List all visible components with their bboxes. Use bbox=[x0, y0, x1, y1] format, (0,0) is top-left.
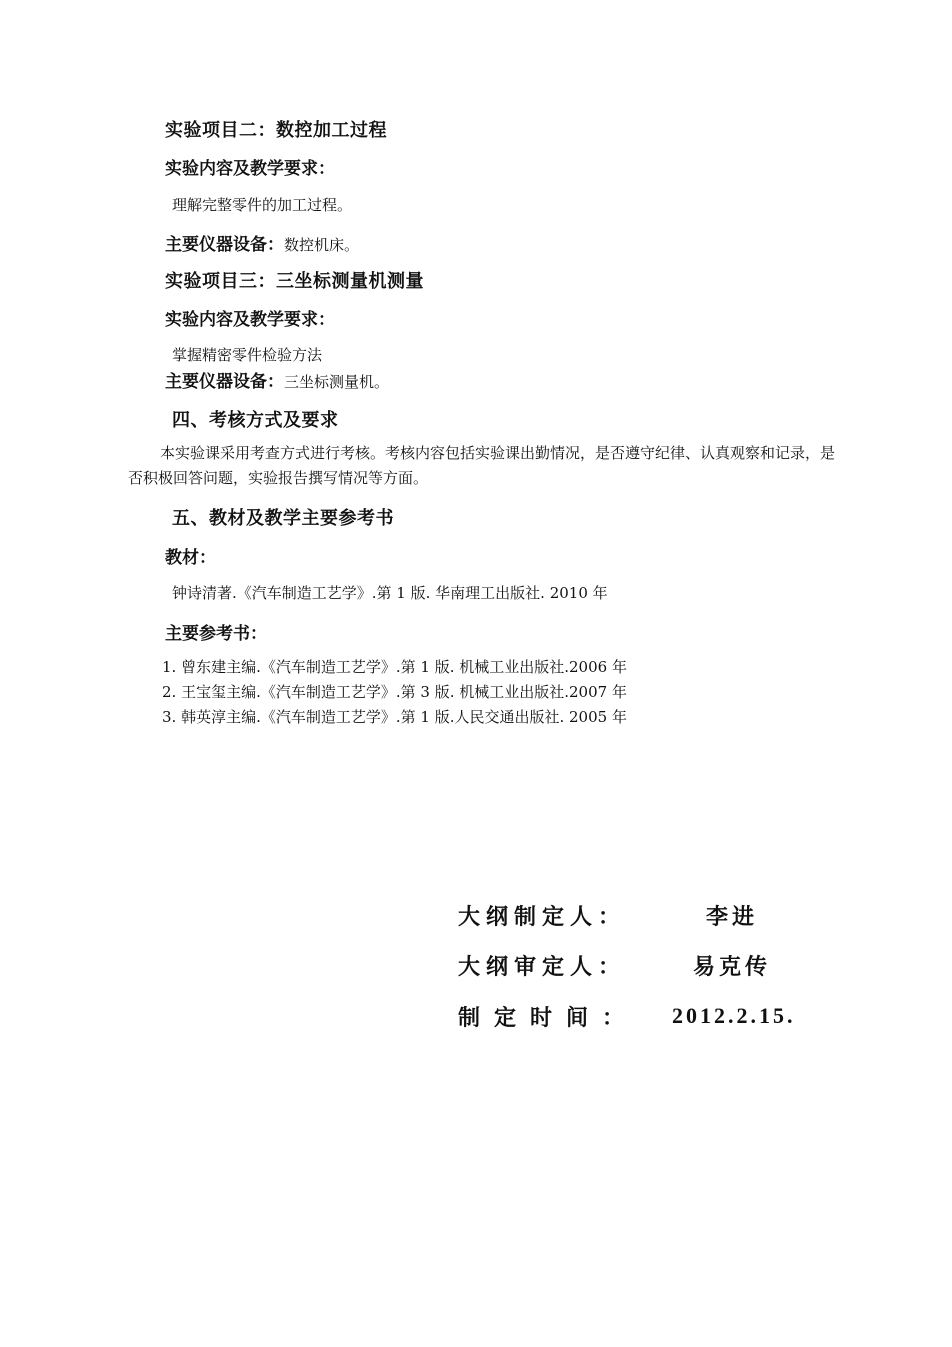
section4-heading: 四、考核方式及要求 bbox=[172, 410, 339, 431]
exp2-equipment bbox=[165, 230, 359, 255]
date-value: 2012.2.15. bbox=[672, 1003, 796, 1028]
exp3-equip-value: 三坐标测量机。 bbox=[284, 373, 390, 391]
reviewer-label: 大纲审定人： bbox=[458, 955, 627, 980]
exp2-content-text: 理解完整零件的加工过程。 bbox=[172, 196, 353, 214]
ref-item: 3. 韩英淳主编.《汽车制造工艺学》.第 1 版.人民交通出版社. 2005 年 bbox=[162, 708, 627, 726]
section5-heading: 五、教材及教学主要参考书 bbox=[172, 508, 394, 529]
ref-item: 2. 王宝玺主编.《汽车制造工艺学》.第 3 版. 机械工业出版社.2007 年 bbox=[162, 683, 627, 701]
reviewer-name: 易克传 bbox=[693, 955, 772, 980]
exp3-equip-label: 主要仪器设备： bbox=[165, 372, 284, 392]
exp3-equipment bbox=[165, 367, 389, 392]
exp2-equip-value: 数控机床。 bbox=[284, 236, 360, 254]
exp3-content-label: 实验内容及教学要求： bbox=[165, 310, 335, 330]
exp2-title: 实验项目二：数控加工过程 bbox=[165, 120, 387, 141]
exp3-title: 实验项目三：三坐标测量机测量 bbox=[165, 271, 424, 292]
exp2-content-label: 实验内容及教学要求： bbox=[165, 159, 335, 179]
textbook-label: 教材： bbox=[165, 548, 216, 568]
exp2-equip-label: 主要仪器设备： bbox=[165, 235, 284, 255]
date-label: 制定时间： bbox=[458, 1006, 639, 1031]
ref-item: 1. 曾东建主编.《汽车制造工艺学》.第 1 版. 机械工业出版社.2006 年 bbox=[162, 658, 627, 676]
section4-paragraph: 本实验课采用考查方式进行考核。考核内容包括实验课出勤情况，是否遵守纪律、认真观察和记录，是否积极回答问题，实验报告撰写情况等方面。 bbox=[128, 444, 836, 487]
exp3-content-text: 掌握精密零件检验方法 bbox=[172, 346, 323, 364]
author-label: 大纲制定人： bbox=[458, 905, 627, 930]
author-name: 李进 bbox=[706, 905, 759, 930]
refs-label: 主要参考书： bbox=[165, 624, 267, 644]
textbook-entry: 钟诗清著.《汽车制造工艺学》.第 1 版. 华南理工出版社. 2010 年 bbox=[172, 584, 608, 602]
